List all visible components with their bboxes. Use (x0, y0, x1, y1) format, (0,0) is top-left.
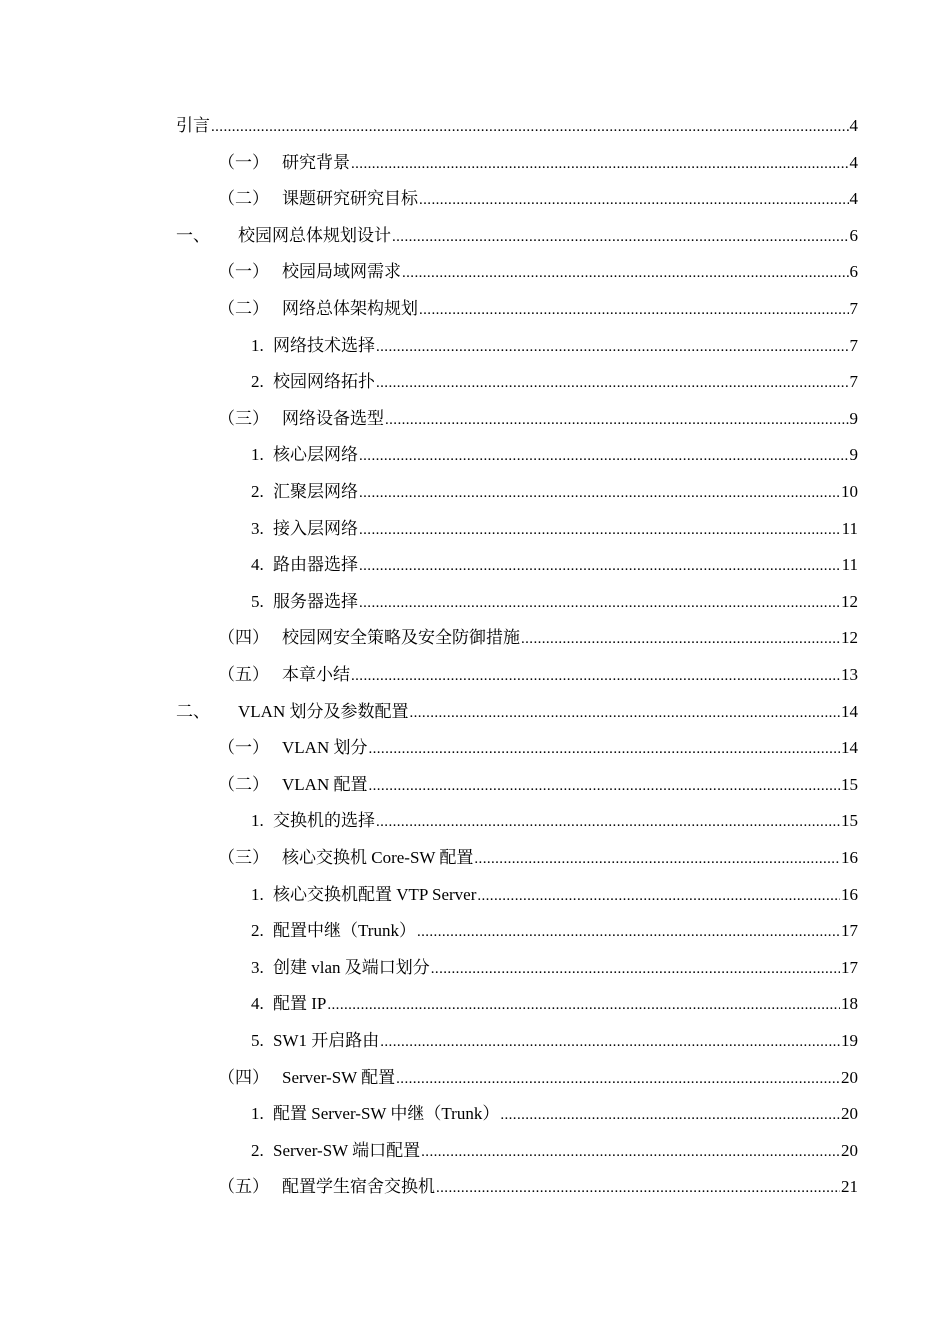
toc-entry-number: （二） (218, 774, 269, 794)
toc-entry-title: 服务器选择 (273, 591, 358, 611)
toc-entry[interactable] (218, 1169, 858, 1205)
dot-leader (211, 116, 849, 136)
toc-entry[interactable] (218, 767, 858, 803)
toc-entry-page-number: 7 (849, 335, 858, 355)
dot-leader (359, 519, 841, 539)
dot-leader (327, 994, 840, 1014)
toc-entry-title: 引言 (176, 116, 210, 135)
toc-entry-number: （三） (218, 848, 269, 867)
dot-leader (477, 885, 840, 905)
toc-entry[interactable] (218, 145, 858, 181)
toc-entry-number: 二、 (176, 701, 210, 721)
toc-entry-page-number: 16 (841, 884, 858, 904)
toc-entry-title: 接入层网络 (273, 518, 358, 538)
toc-entry-page-number: 20 (841, 1104, 858, 1124)
toc-entry-page-number: 14 (841, 701, 858, 721)
toc-entry-number: 2. (251, 1140, 264, 1160)
dot-leader (421, 1141, 840, 1161)
toc-entry[interactable] (176, 694, 858, 730)
toc-entry-title: 校园网络拓扑 (273, 372, 375, 392)
toc-entry-title: 校园网总体规划设计 (238, 225, 391, 245)
toc-entry-title: SW1 开启路由 (273, 1031, 380, 1050)
dot-leader (359, 482, 840, 502)
toc-entry-title: 核心交换机配置 VTP Server (273, 884, 477, 904)
toc-entry[interactable] (251, 1133, 858, 1169)
toc-entry[interactable] (218, 840, 858, 876)
toc-entry[interactable] (251, 913, 858, 949)
toc-entry-number: 1. (251, 884, 264, 904)
toc-entry-page-number: 16 (841, 848, 858, 867)
dot-leader (359, 555, 841, 575)
toc-entry-page-number: 20 (841, 1140, 858, 1160)
toc-entry-page-number: 11 (841, 518, 858, 538)
toc-entry-number: （一） (218, 262, 269, 282)
toc-entry-page-number: 10 (841, 482, 858, 501)
toc-entry-title: VLAN 配置 (282, 774, 368, 794)
toc-entry-title: 汇聚层网络 (273, 482, 358, 501)
dot-leader (368, 775, 840, 795)
toc-entry-page-number: 9 (849, 445, 858, 465)
toc-entry-page-number: 4 (849, 116, 858, 135)
toc-entry[interactable] (251, 437, 858, 473)
toc-entry-page-number: 7 (849, 299, 858, 318)
dot-leader (376, 336, 849, 356)
dot-leader (396, 1068, 840, 1088)
toc-entry-page-number: 9 (849, 408, 858, 428)
toc-entry-page-number: 6 (849, 262, 858, 282)
dot-leader (474, 848, 840, 868)
toc-entry[interactable] (251, 877, 858, 913)
toc-entry-number: 2. (251, 921, 264, 941)
toc-entry-title: 网络技术选择 (273, 335, 375, 355)
toc-entry-page-number: 20 (841, 1067, 858, 1087)
toc-entry-title: 校园局域网需求 (282, 262, 401, 282)
toc-entry-page-number: 6 (849, 225, 858, 245)
toc-entry-title: 配置 Server-SW 中继（Trunk） (273, 1104, 500, 1124)
toc-entry-title: VLAN 划分 (282, 738, 368, 758)
toc-entry[interactable] (251, 511, 858, 547)
dot-leader (500, 1104, 840, 1124)
toc-entry-page-number: 4 (849, 152, 858, 172)
dot-leader (385, 409, 849, 429)
dot-leader (436, 1177, 840, 1197)
toc-entry-page-number: 14 (841, 738, 858, 758)
toc-entry-title: 网络总体架构规划 (282, 299, 418, 318)
dot-leader (351, 665, 840, 685)
toc-entry[interactable] (218, 730, 858, 766)
toc-entry-number: （四） (218, 1067, 269, 1087)
toc-entry-number: （五） (218, 1177, 269, 1197)
toc-entry-page-number: 17 (841, 921, 858, 941)
toc-entry[interactable] (176, 108, 858, 144)
toc-entry[interactable] (218, 291, 858, 327)
toc-entry-page-number: 21 (841, 1177, 858, 1197)
dot-leader (359, 445, 849, 465)
toc-entry[interactable] (176, 218, 858, 254)
toc-entry-title: 课题研究研究目标 (282, 189, 418, 209)
toc-entry-title: 核心层网络 (273, 445, 358, 465)
toc-entry-number: 4. (251, 994, 264, 1014)
dot-leader (402, 262, 849, 282)
toc-entry-number: 5. (251, 591, 264, 611)
dot-leader (419, 299, 849, 319)
toc-entry-title: 配置 IP (273, 994, 327, 1014)
dot-leader (392, 226, 849, 246)
toc-entry-number: （一） (218, 738, 269, 758)
toc-entry[interactable] (218, 657, 858, 693)
toc-entry-page-number: 15 (841, 774, 858, 794)
toc-entry-page-number: 13 (841, 665, 858, 684)
dot-leader (409, 702, 840, 722)
toc-entry[interactable] (251, 328, 858, 364)
dot-leader (368, 738, 840, 758)
toc-entry-number: 1. (251, 445, 264, 465)
toc-entry-number: 3. (251, 957, 264, 977)
toc-entry[interactable] (251, 474, 858, 510)
toc-entry[interactable] (251, 1096, 858, 1132)
dot-leader (521, 628, 840, 648)
dot-leader (359, 592, 840, 612)
toc-entry-number: （二） (218, 299, 269, 318)
toc-entry-page-number: 12 (841, 591, 858, 611)
toc-entry-page-number: 12 (841, 628, 858, 648)
toc-entry-page-number: 4 (849, 189, 858, 209)
toc-entry[interactable] (218, 181, 858, 217)
toc-entry[interactable] (251, 584, 858, 620)
toc-entry-page-number: 15 (841, 811, 858, 831)
toc-entry-number: 4. (251, 555, 264, 575)
toc-entry[interactable] (218, 1060, 858, 1096)
toc-entry-title: 交换机的选择 (273, 811, 375, 831)
toc-entry[interactable] (251, 547, 858, 583)
toc-entry-title: 网络设备选型 (282, 408, 384, 428)
toc-entry[interactable] (251, 950, 858, 986)
toc-entry-number: 5. (251, 1031, 264, 1050)
toc-entry-number: 1. (251, 1104, 264, 1124)
toc-entry-number: 1. (251, 335, 264, 355)
toc-entry-number: （三） (218, 408, 269, 428)
toc-entry[interactable] (251, 1023, 858, 1059)
dot-leader (419, 189, 849, 209)
dot-leader (376, 372, 849, 392)
toc-entry-title: Server-SW 端口配置 (273, 1140, 421, 1160)
toc-entry-number: （五） (218, 665, 269, 684)
toc-entry[interactable] (251, 803, 858, 839)
toc-entry-title: 研究背景 (282, 152, 350, 172)
toc-entry[interactable] (218, 254, 858, 290)
toc-entry-title: 配置学生宿舍交换机 (282, 1177, 435, 1197)
toc-entry-title: 配置中继（Trunk） (273, 921, 416, 941)
toc-entry-title: VLAN 划分及参数配置 (238, 701, 409, 721)
toc-entry[interactable] (218, 620, 858, 656)
toc-entry[interactable] (251, 986, 858, 1022)
dot-leader (351, 153, 849, 173)
toc-entry-number: 2. (251, 482, 264, 501)
toc-entry-page-number: 17 (841, 957, 858, 977)
toc-entry-number: （一） (218, 152, 269, 172)
toc-entry-title: 本章小结 (282, 665, 350, 684)
dot-leader (417, 921, 840, 941)
toc-entry-page-number: 11 (841, 555, 858, 575)
toc-entry-title: Server-SW 配置 (282, 1067, 396, 1087)
toc-entry-number: 2. (251, 372, 264, 392)
toc-entry-title: 核心交换机 Core-SW 配置 (282, 848, 474, 867)
toc-entry-page-number: 19 (841, 1031, 858, 1050)
toc-entry-title: 路由器选择 (273, 555, 358, 575)
dot-leader (376, 811, 840, 831)
toc-entry-number: （四） (218, 628, 269, 648)
toc-entry-number: 一、 (176, 225, 210, 245)
dot-leader (431, 958, 840, 978)
toc-entry[interactable] (251, 364, 858, 400)
toc-entry-page-number: 18 (841, 994, 858, 1014)
toc-entry-title: 校园网安全策略及安全防御措施 (282, 628, 520, 648)
toc-entry[interactable] (218, 401, 858, 437)
toc-entry-title: 创建 vlan 及端口划分 (273, 957, 430, 977)
dot-leader (380, 1031, 840, 1051)
toc-entry-number: 1. (251, 811, 264, 831)
toc-entry-number: 3. (251, 518, 264, 538)
toc-entry-page-number: 7 (849, 372, 858, 392)
toc-entry-number: （二） (218, 189, 269, 209)
